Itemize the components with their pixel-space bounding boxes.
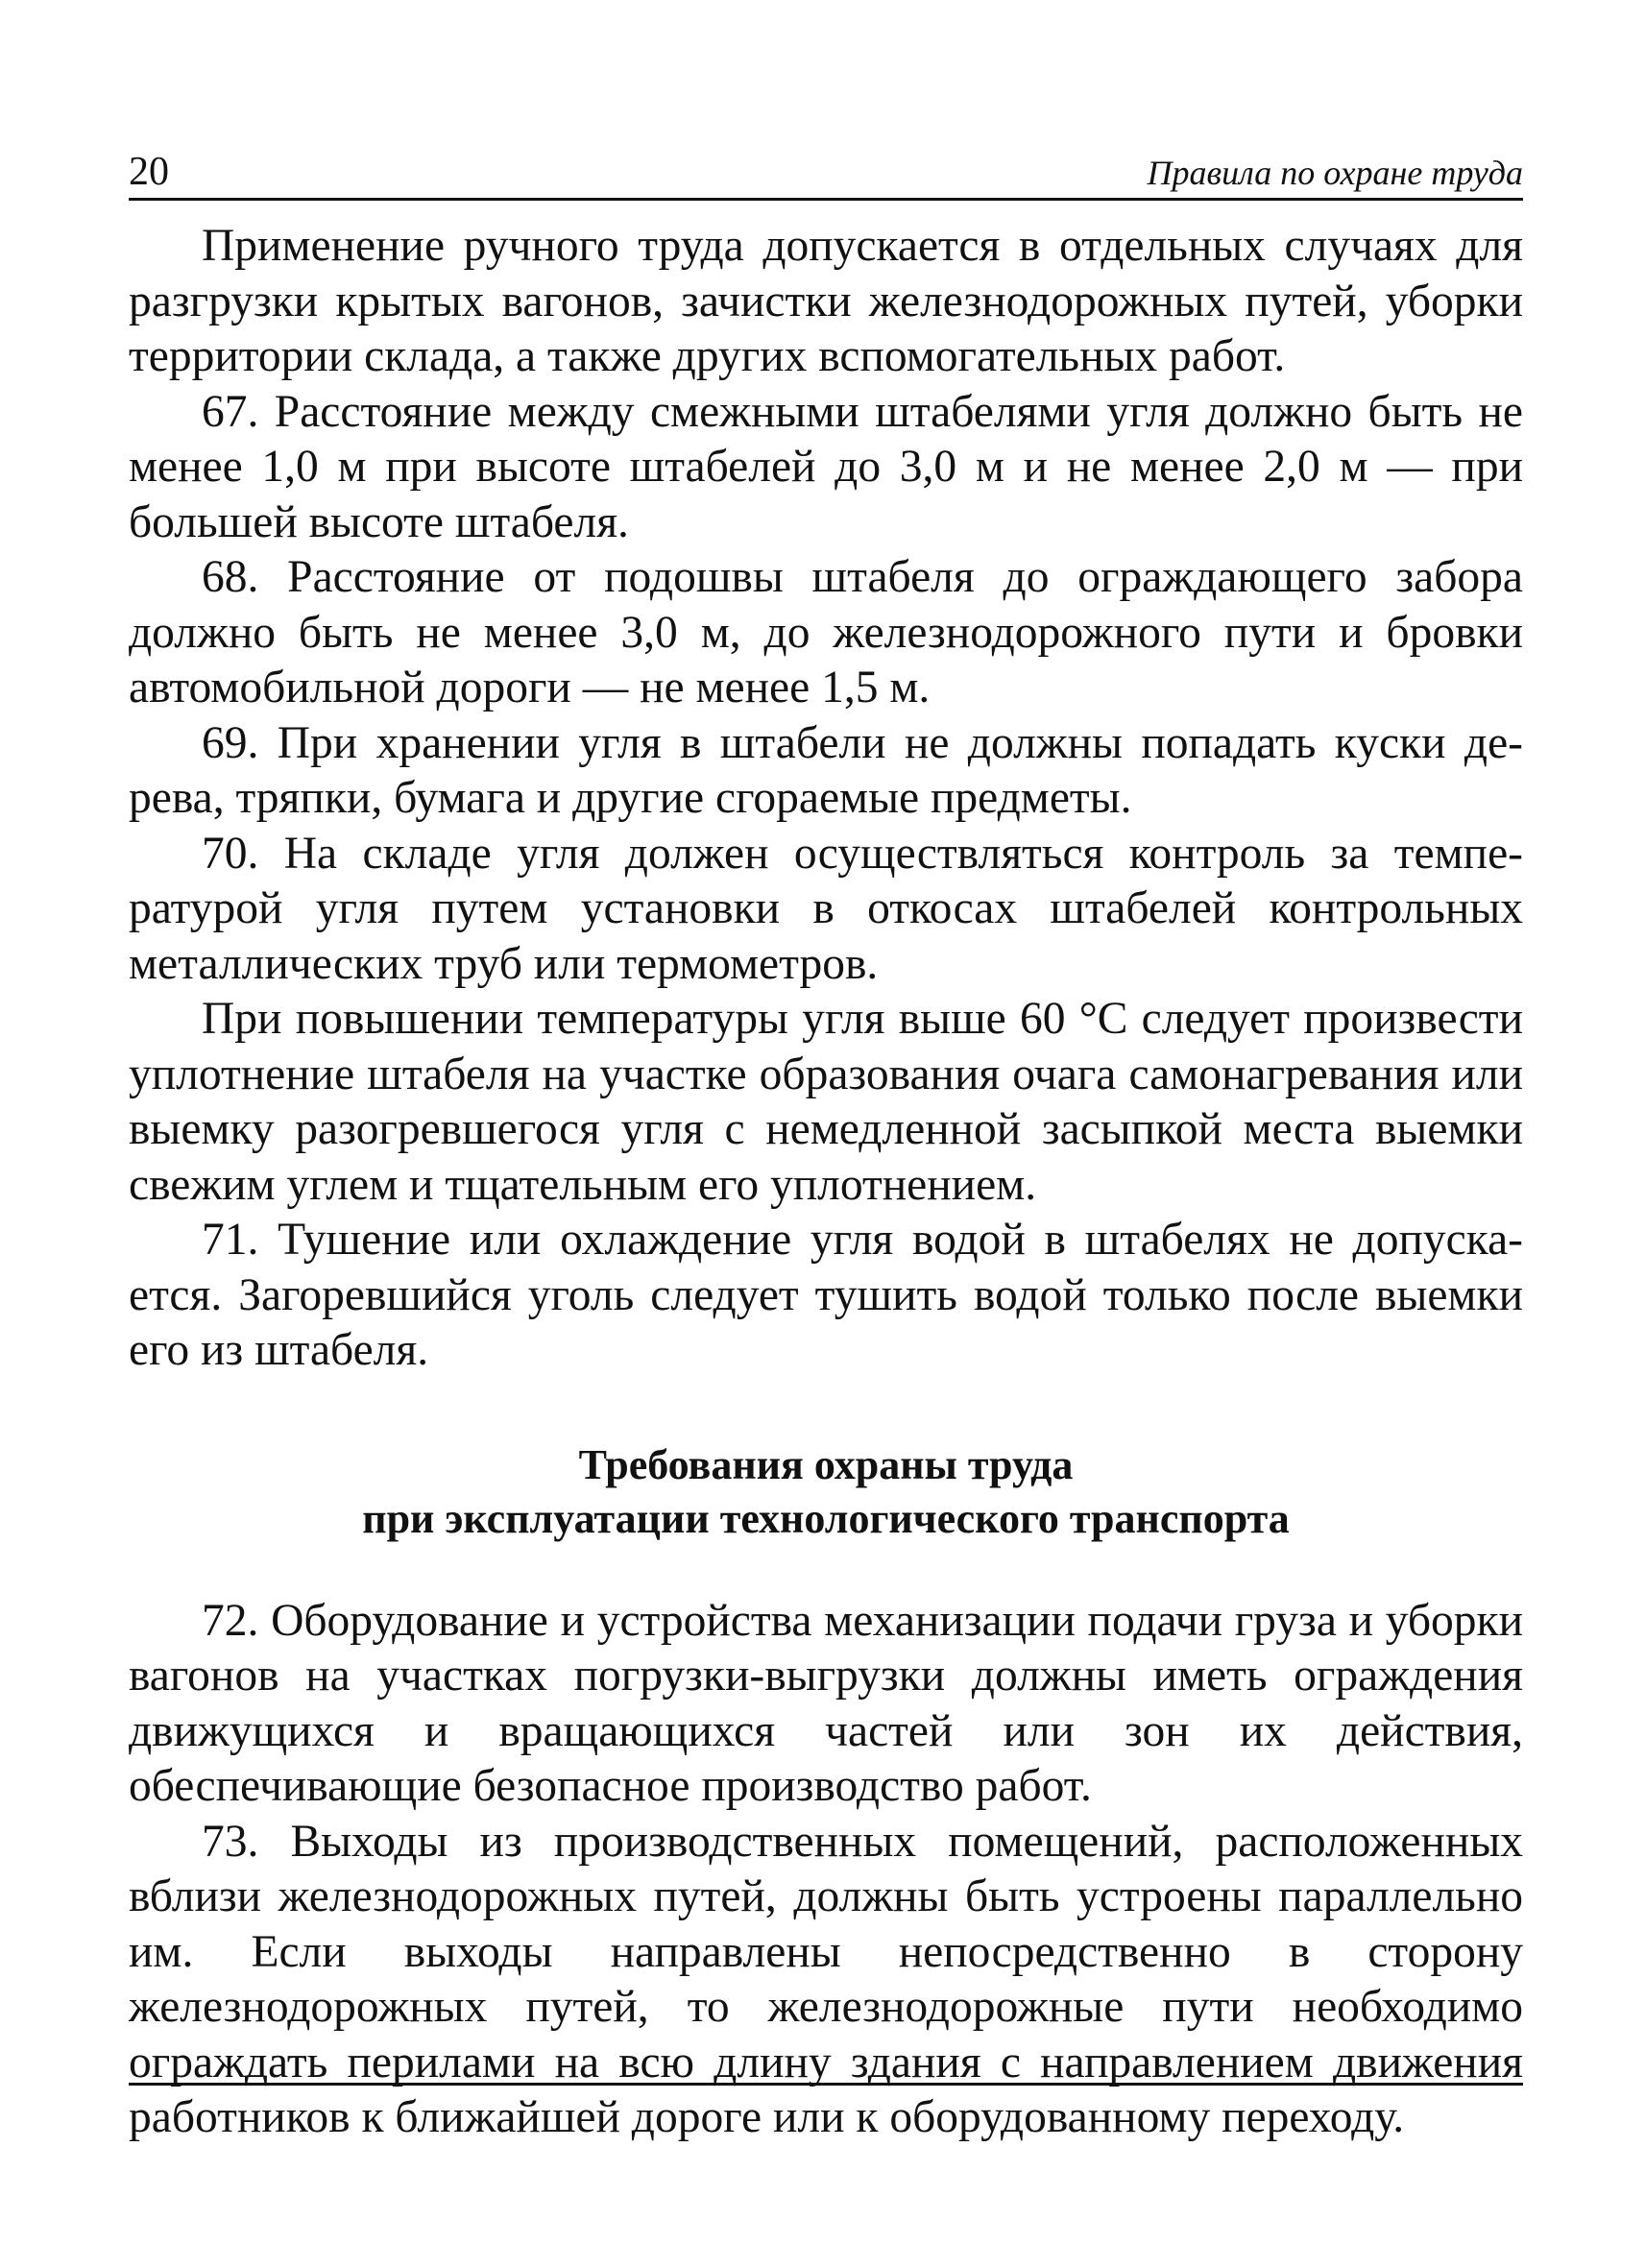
paragraph-temperature: При повышении температуры угля выше 60 °С следует произвести уплотнение штабеля на участке образования очага самонагревания или выемку разогревшегося угля с немедленной засыпкой места выемки свежим углем и тщательным его уплотнением. <box>129 994 1523 1210</box>
paragraph-72: 72. Оборудование и устройства механизации подачи груза и уборки вагонов на участках погрузки-выгрузки должны иметь ограждения движущихся и вращающихся частей или зон их действия, обеспечивающие безопасное производство работ. <box>129 1595 1523 1811</box>
paragraph-73: 73. Выходы из производственных помещений, расположенных вблизи железнодорожных путей, должны быть устроены параллельно им. Если выходы направлены непосредственно в сторону железнодорожных путей, то железнодорожные пути необходимо ограждать перилами на всю длину здания с направлением движения работников к ближайшей дороге или к оборудованному переходу. <box>129 1816 1523 2142</box>
bottom-rule <box>129 2083 1523 2086</box>
paragraph-68: 68. Расстояние от подошвы штабеля до ограждающего забора должно быть не менее 3,0 м, до железнодорожного пути и бровки автомобильной дороги — не менее 1,5 м. <box>129 552 1523 712</box>
paragraph-manual-labor: Применение ручного труда допускается в отдельных случаях для разгрузки крытых вагонов, зачистки железнодорожных путей, уборки территории склада, а также других вспомогательных работ. <box>129 221 1523 381</box>
running-header <box>129 144 1523 201</box>
section-heading-line-1: Требования охраны труда <box>578 1440 1074 1488</box>
page-body <box>129 219 1523 2146</box>
section-heading <box>129 1438 1523 1546</box>
paragraph-67: 67. Расстояние между смежными штабелями угля должно быть не менее 1,0 м при высоте штабелей до 3,0 м и не менее 2,0 м — при большей высоте штабеля. <box>129 386 1523 547</box>
paragraph-71: 71. Тушение или охлаждение угля водой в штабелях не допускается. Загоревшийся уголь следует тушить водой только после выемки его из штабеля. <box>129 1215 1523 1375</box>
paragraph-69: 69. При хранении угля в штабели не должны попадать куски дерева, тряпки, бумага и другие сгораемые предметы. <box>129 717 1523 823</box>
paragraph-70: 70. На складе угля должен осуществляться контроль за температурой угля путем установки в откосах штабелей контрольных металлических труб или термометров. <box>129 828 1523 989</box>
running-title: Правила по охране труда <box>1147 154 1523 192</box>
page-number: 20 <box>129 150 169 194</box>
section-heading-line-2: при эксплуатации технологического транспорта <box>362 1494 1290 1542</box>
